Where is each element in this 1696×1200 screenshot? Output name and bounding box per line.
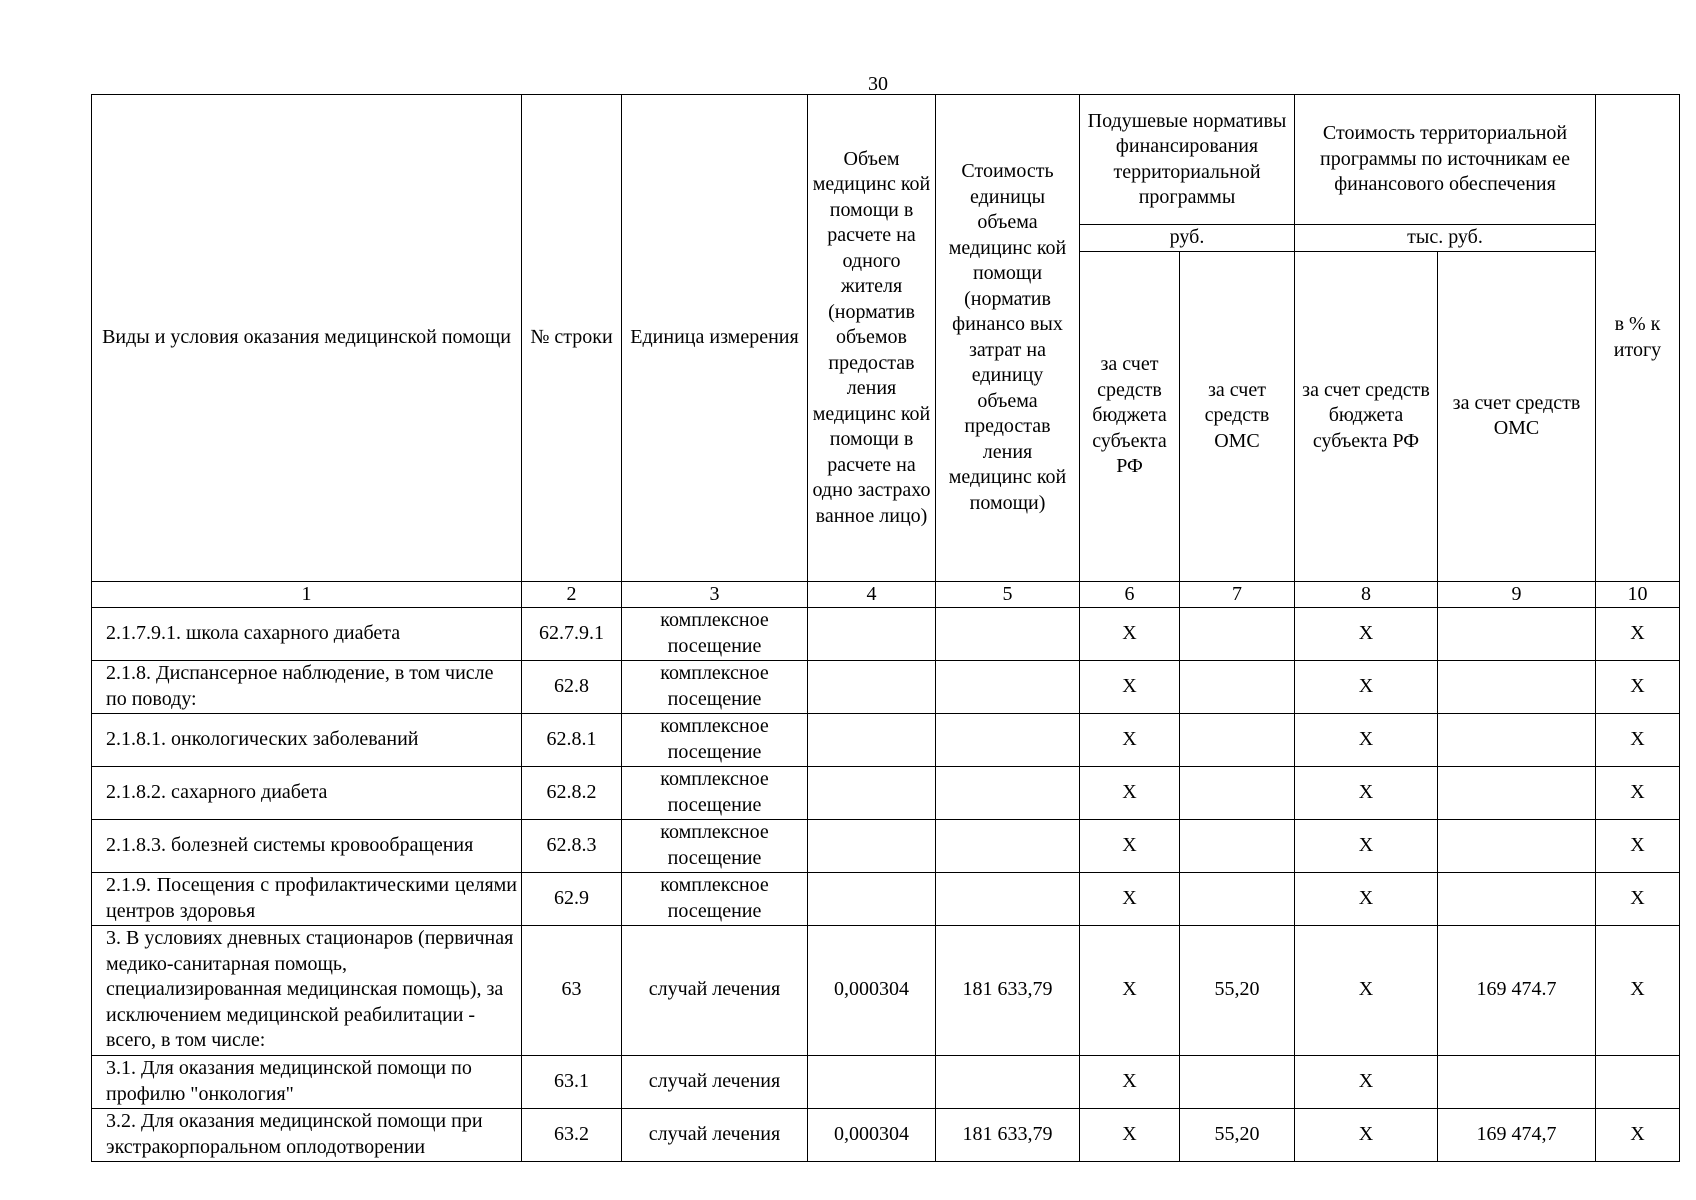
column-number: 3 [622, 581, 808, 607]
row-name: 2.1.8.1. онкологических заболеваний [92, 713, 522, 766]
row-unit-cost [936, 713, 1080, 766]
row-line: 63 [522, 925, 622, 1055]
row-unit: комплексное посещение [622, 819, 808, 872]
column-number: 8 [1295, 581, 1438, 607]
row-per-capita-budget: X [1080, 660, 1180, 713]
row-unit: случай лечения [622, 1108, 808, 1161]
row-cost-budget: X [1295, 713, 1438, 766]
row-cost-oms [1438, 819, 1596, 872]
column-number: 10 [1596, 581, 1680, 607]
row-cost-oms [1438, 607, 1596, 660]
row-percent [1596, 1055, 1680, 1108]
row-percent: X [1596, 925, 1680, 1055]
header-cost-unit: тыс. руб. [1295, 225, 1596, 252]
row-cost-oms [1438, 766, 1596, 819]
row-per-capita-budget: X [1080, 1055, 1180, 1108]
row-unit-cost [936, 819, 1080, 872]
row-volume [808, 713, 936, 766]
column-number: 1 [92, 581, 522, 607]
row-name: 3.2. Для оказания медицинской помощи при экстракорпоральном оплодотворении [92, 1108, 522, 1161]
row-cost-oms [1438, 713, 1596, 766]
header-row-1 [92, 95, 1680, 225]
column-number: 4 [808, 581, 936, 607]
row-line: 62.8.3 [522, 819, 622, 872]
table-row [92, 660, 1680, 713]
row-cost-oms: 169 474.7 [1438, 925, 1596, 1055]
row-volume [808, 766, 936, 819]
row-cost-budget: X [1295, 925, 1438, 1055]
row-unit: комплексное посещение [622, 872, 808, 925]
row-per-capita-oms [1180, 660, 1295, 713]
row-cost-budget: X [1295, 1108, 1438, 1161]
table-row [92, 872, 1680, 925]
table-row [92, 607, 1680, 660]
header-per-capita-budget: за счет средств бюджета субъекта РФ [1080, 251, 1180, 581]
row-line: 62.8 [522, 660, 622, 713]
column-number: 5 [936, 581, 1080, 607]
row-per-capita-oms [1180, 872, 1295, 925]
row-unit-cost [936, 766, 1080, 819]
row-per-capita-oms [1180, 819, 1295, 872]
row-cost-budget: X [1295, 660, 1438, 713]
table-row [92, 713, 1680, 766]
row-unit: комплексное посещение [622, 607, 808, 660]
row-unit-cost [936, 660, 1080, 713]
header-per-capita-unit: руб. [1080, 225, 1295, 252]
row-volume [808, 607, 936, 660]
row-per-capita-oms [1180, 713, 1295, 766]
header-kinds-of-care: Виды и условия оказания медицинской помощи [92, 95, 522, 582]
row-cost-oms [1438, 660, 1596, 713]
row-percent: X [1596, 766, 1680, 819]
row-unit: комплексное посещение [622, 660, 808, 713]
row-per-capita-budget: X [1080, 766, 1180, 819]
row-cost-budget: X [1295, 1055, 1438, 1108]
row-volume [808, 1055, 936, 1108]
row-percent: X [1596, 872, 1680, 925]
financing-table [91, 94, 1680, 1162]
header-percent-of-total: в % к итогу [1596, 95, 1680, 582]
row-volume: 0,000304 [808, 925, 936, 1055]
column-number: 2 [522, 581, 622, 607]
header-cost-group: Стоимость территориальной программы по источникам ее финансового обеспечения [1295, 95, 1596, 225]
table-row [92, 766, 1680, 819]
row-volume [808, 660, 936, 713]
header-cost-oms: за счет средств ОМС [1438, 251, 1596, 581]
row-unit: случай лечения [622, 1055, 808, 1108]
row-line: 62.9 [522, 872, 622, 925]
row-volume [808, 872, 936, 925]
header-per-capita-oms: за счет средств ОМС [1180, 251, 1295, 581]
row-per-capita-budget: X [1080, 925, 1180, 1055]
page-number: 30 [868, 73, 888, 95]
row-per-capita-budget: X [1080, 819, 1180, 872]
row-name: 2.1.7.9.1. школа сахарного диабета [92, 607, 522, 660]
row-line: 62.7.9.1 [522, 607, 622, 660]
column-number: 6 [1080, 581, 1180, 607]
row-name: 3. В условиях дневных стационаров (первичная медико-санитарная помощь, специализированная медицинская помощь), за исключением медицинской реабилитации - всего, в том числе: [92, 925, 522, 1055]
row-name: 2.1.8.3. болезней системы кровообращения [92, 819, 522, 872]
row-per-capita-oms: 55,20 [1180, 1108, 1295, 1161]
row-unit: случай лечения [622, 925, 808, 1055]
row-unit: комплексное посещение [622, 713, 808, 766]
row-name: 3.1. Для оказания медицинской помощи по профилю "онкология" [92, 1055, 522, 1108]
table-row [92, 1108, 1680, 1161]
row-per-capita-budget: X [1080, 713, 1180, 766]
table-row [92, 925, 1680, 1055]
row-percent: X [1596, 713, 1680, 766]
header-per-capita-group: Подушевые нормативы финансирования территориальной программы [1080, 95, 1295, 225]
header-cost-budget: за счет средств бюджета субъекта РФ [1295, 251, 1438, 581]
table-row [92, 1055, 1680, 1108]
column-number: 7 [1180, 581, 1295, 607]
row-unit: комплексное посещение [622, 766, 808, 819]
row-volume [808, 819, 936, 872]
row-name: 2.1.8.2. сахарного диабета [92, 766, 522, 819]
column-number-row [92, 581, 1680, 607]
header-unit: Единица измерения [622, 95, 808, 582]
row-cost-oms [1438, 872, 1596, 925]
row-cost-budget: X [1295, 766, 1438, 819]
header-unit-cost: Стоимость единицы объема медицинс кой помощи (норматив финансо вых затрат на единицу объема предостав ления медицинс кой помощи) [936, 95, 1080, 582]
row-per-capita-budget: X [1080, 872, 1180, 925]
row-per-capita-budget: X [1080, 607, 1180, 660]
row-name: 2.1.8. Диспансерное наблюдение, в том числе по поводу: [92, 660, 522, 713]
row-name: 2.1.9. Посещения с профилактическими целями центров здоровья [92, 872, 522, 925]
row-line: 62.8.2 [522, 766, 622, 819]
column-number: 9 [1438, 581, 1596, 607]
row-cost-budget: X [1295, 872, 1438, 925]
row-per-capita-oms: 55,20 [1180, 925, 1295, 1055]
row-line: 63.2 [522, 1108, 622, 1161]
row-per-capita-oms [1180, 766, 1295, 819]
row-percent: X [1596, 1108, 1680, 1161]
row-unit-cost [936, 607, 1080, 660]
row-unit-cost [936, 872, 1080, 925]
row-cost-budget: X [1295, 607, 1438, 660]
row-cost-oms [1438, 1055, 1596, 1108]
row-per-capita-budget: X [1080, 1108, 1180, 1161]
row-percent: X [1596, 660, 1680, 713]
header-line-number: № строки [522, 95, 622, 582]
row-line: 62.8.1 [522, 713, 622, 766]
row-line: 63.1 [522, 1055, 622, 1108]
row-cost-oms: 169 474,7 [1438, 1108, 1596, 1161]
row-cost-budget: X [1295, 819, 1438, 872]
row-percent: X [1596, 819, 1680, 872]
header-volume: Объем медицинс кой помощи в расчете на одного жителя (норматив объемов предостав ления медицинс кой помощи в расчете на одно застрахо ванное лицо) [808, 95, 936, 582]
row-unit-cost: 181 633,79 [936, 925, 1080, 1055]
row-per-capita-oms [1180, 607, 1295, 660]
row-percent: X [1596, 607, 1680, 660]
row-unit-cost [936, 1055, 1080, 1108]
table-row [92, 819, 1680, 872]
row-unit-cost: 181 633,79 [936, 1108, 1080, 1161]
row-volume: 0,000304 [808, 1108, 936, 1161]
row-per-capita-oms [1180, 1055, 1295, 1108]
